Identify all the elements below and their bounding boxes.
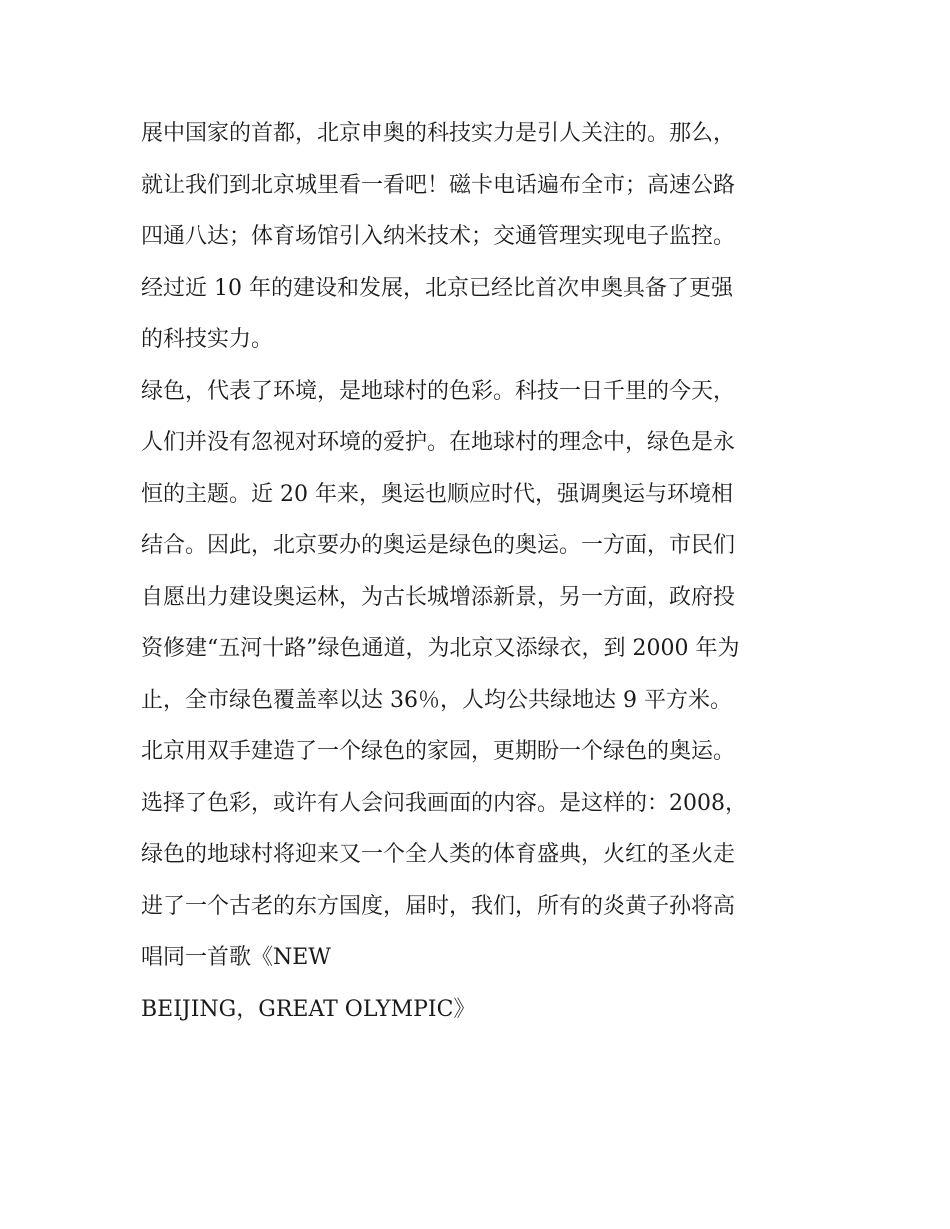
text-line: 的科技实力。 xyxy=(141,327,274,352)
text-line: 选择了色彩，或许有人会问我画面的内容。是这样的：2008， xyxy=(141,790,747,816)
text-line: 结合。因此，北京要办的奥运是绿色的奥运。一方面，市民们 xyxy=(141,533,736,558)
text-line: 就让我们到北京城里看一看吧！磁卡电话遍布全市；高速公路 xyxy=(141,172,736,198)
text-line: 资修建“五河十路”绿色通道，为北京又添绿衣，到 2000 年为 xyxy=(141,636,740,661)
text-line: 唱同一首歌《NEW xyxy=(141,945,331,970)
text-line: BEIJING，GREAT OLYMPIC》 xyxy=(141,996,476,1022)
text-line: 展中国家的首都，北京申奥的科技实力是引人关注的。那么， xyxy=(141,121,736,146)
text-line: 人们并没有忽视对环境的爱护。在地球村的理念中，绿色是永 xyxy=(141,430,736,455)
text-line: 止，全市绿色覆盖率以达 36％，人均公共绿地达 9 平方米。 xyxy=(141,687,732,713)
text-line: 恒的主题。近 20 年来，奥运也顺应时代，强调奥运与环境相 xyxy=(141,481,733,507)
text-line: 自愿出力建设奥运林，为古长城增添新景，另一方面，政府投 xyxy=(141,584,736,610)
text-line: 北京用双手建造了一个绿色的家园，更期盼一个绿色的奥运。 xyxy=(141,739,736,764)
document-body xyxy=(141,108,821,1035)
text-line: 绿色，代表了环境，是地球村的色彩。科技一日千里的今天， xyxy=(141,378,736,404)
text-line: 经过近 10 年的建设和发展，北京已经比首次申奥具备了更强 xyxy=(141,275,733,301)
text-line: 四通八达；体育场馆引入纳米技术；交通管理实现电子监控。 xyxy=(141,224,736,249)
text-line: 绿色的地球村将迎来又一个全人类的体育盛典，火红的圣火走 xyxy=(141,842,736,867)
text-line: 进了一个古老的东方国度，届时，我们，所有的炎黄子孙将高 xyxy=(141,893,736,919)
